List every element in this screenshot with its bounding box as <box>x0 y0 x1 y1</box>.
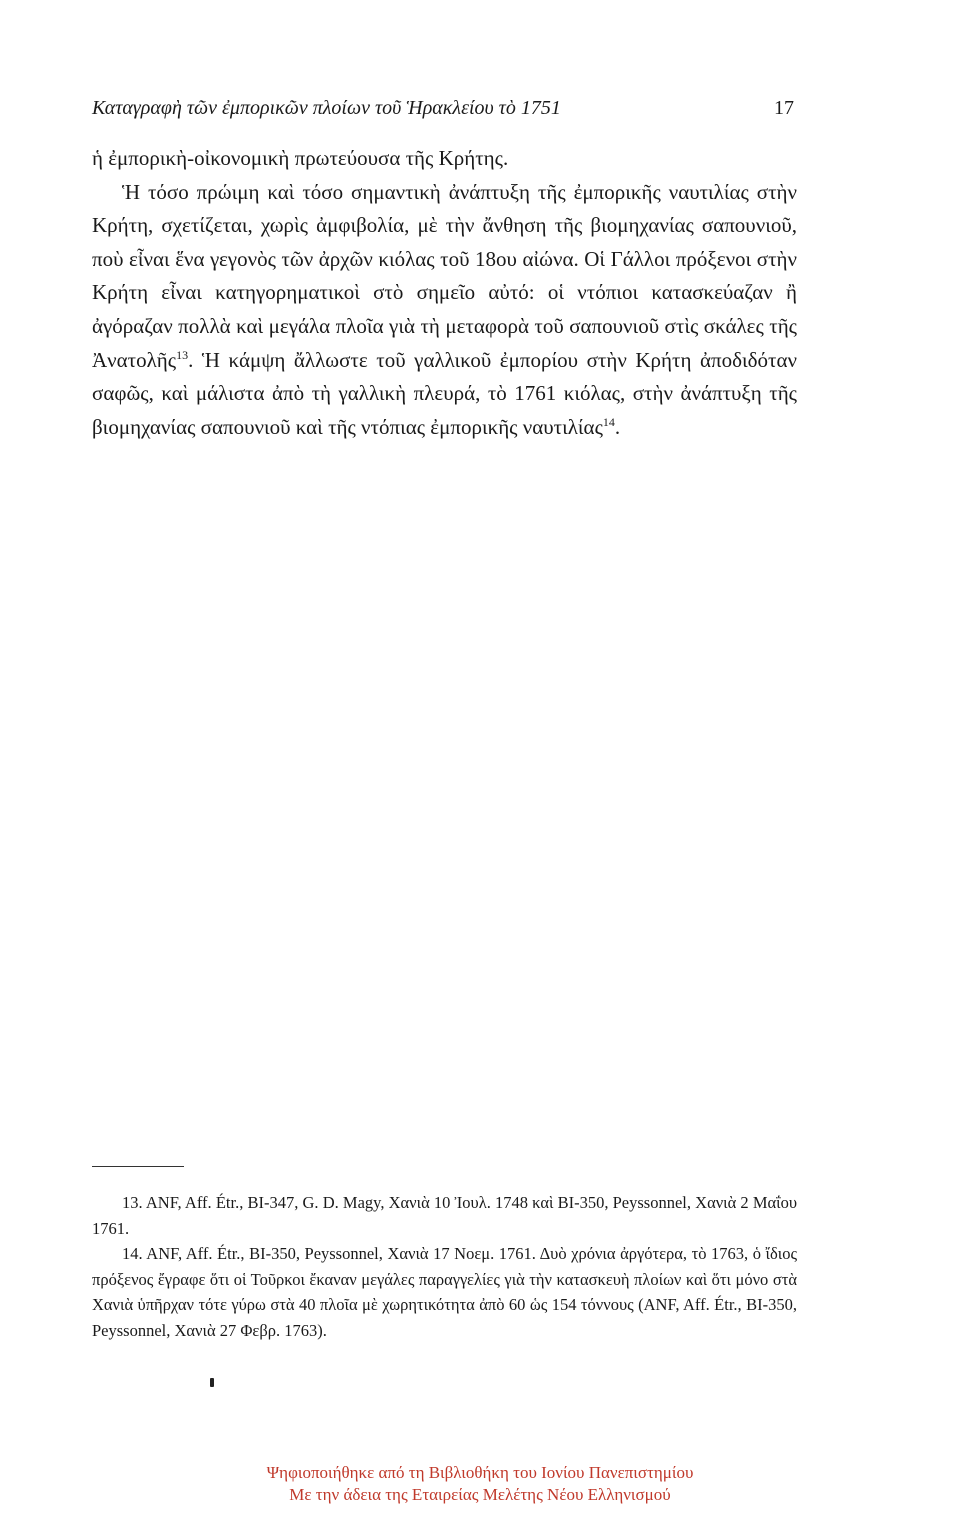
paragraph-2-part-a: Ἡ τόσο πρώιμη καὶ τόσο σημαντικὴ ἀνάπτυξη τῆς ἐμπορικῆς ναυτιλίας στὴν Κρήτη, σχετίζεται, χωρὶς ἀμφιβολία, μὲ τὴν ἄνθηση τῆς βιομηχανίας σαπουνιοῦ, ποὺ εἶναι ἕνα γεγονὸς τῶν ἀρχῶν κιόλας τοῦ 18ου αἰώνα. Οἱ Γάλλοι πρόξενοι στὴν Κρήτη εἶναι κατηγορηματικοὶ στὸ σημεῖο αὐτό: οἱ ντόπιοι κατασκεύαζαν ἢ ἀγόραζαν πολλὰ καὶ μεγάλα πλοῖα γιὰ τὴ μεταφορὰ τοῦ σαπουνιοῦ στὶς σκάλες τῆς Ἀνατολῆς <box>92 179 797 372</box>
page-number: 17 <box>774 97 794 119</box>
paragraph-2-part-b: . Ἡ κάμψη ἄλλωστε τοῦ γαλλικοῦ ἐμπορίου στὴν Κρήτη ἀποδιδόταν σαφῶς, καὶ μάλιστα ἀπὸ τὴ γαλλικὴ πλευρά, τὸ 1761 κιόλας, στὴν ἀνάπτυξη τῆς βιομηχανίας σαπουνιοῦ καὶ τῆς ντόπιας ἐμπορικῆς ναυτιλίας <box>92 347 797 439</box>
paragraph-2-part-c: . <box>614 414 621 439</box>
footnote-divider <box>92 1166 184 1167</box>
footnote-13: 13. ANF, Aff. Étr., BI-347, G. D. Magy, Χανιὰ 10 Ἰουλ. 1748 καὶ BI-350, Peyssonnel, Χανιὰ 2 Μαΐου 1761. <box>92 1193 797 1238</box>
paragraph-2 <box>92 176 797 445</box>
page-header <box>92 97 794 127</box>
paragraph-1: ἡ ἐμπορικὴ-οἰκονομικὴ πρωτεύουσα τῆς Κρήτης. <box>92 146 509 170</box>
watermark-line-2: Με την άδεια της Εταιρείας Μελέτης Νέου Ελληνισμού <box>289 1485 671 1504</box>
digitization-watermark <box>0 1462 960 1506</box>
footnote-ref-14: 14 <box>602 414 615 429</box>
main-text <box>92 142 797 444</box>
footnotes <box>92 1190 797 1344</box>
running-title: Καταγραφὴ τῶν ἐμπορικῶν πλοίων τοῦ Ἡρακλείου τὸ 1751 <box>92 97 561 119</box>
print-speck <box>210 1378 214 1387</box>
footnote-ref-13: 13 <box>176 347 189 362</box>
footnote-14: 14. ANF, Aff. Étr., BI-350, Peyssonnel, Χανιὰ 17 Νοεμ. 1761. Δυὸ χρόνια ἀργότερα, τὸ 1763, ὁ ἴδιος πρόξενος ἔγραφε ὅτι οἱ Τοῦρκοι ἔκαναν μεγάλες παραγγελίες γιὰ τὴν κατασκευὴ πλοίων καὶ ὅτι μόνο στὰ Χανιὰ ὑπῆρχαν τότε γύρω στὰ 40 πλοῖα μὲ χωρητικότητα ἀπὸ 60 ὡς 154 τόννους (ANF, Aff. Étr., BI-350, Peyssonnel, Χανιὰ 27 Φεβρ. 1763). <box>92 1244 797 1340</box>
watermark-line-1: Ψηφιοποιήθηκε από τη Βιβλιοθήκη του Ιονίου Πανεπιστημίου <box>266 1463 694 1482</box>
